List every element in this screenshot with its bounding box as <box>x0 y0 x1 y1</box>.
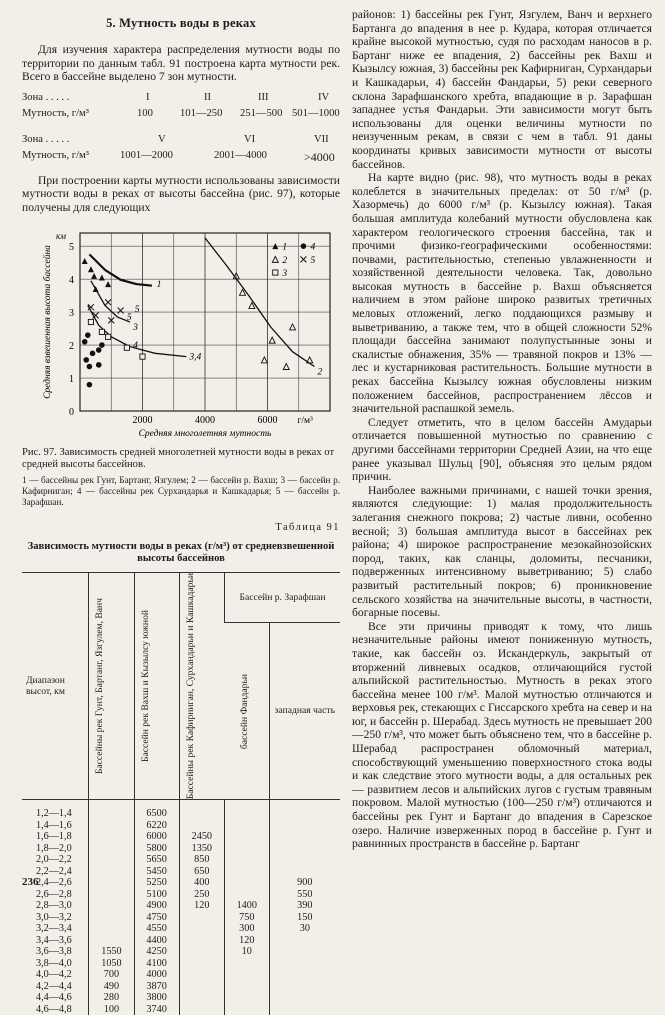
marker-open-triangle <box>272 256 278 262</box>
marker-filled-circle <box>99 342 105 348</box>
intro-paragraph: Для изучения характера распределения мутности воды по территории по данным табл. 91 построена карта мутности рек. Всего в бассейне выделено 7 зон мутности. <box>22 43 340 84</box>
zone-value: 1001—2000 <box>120 149 173 161</box>
turbidity-cell <box>89 831 134 843</box>
y-tick-label: 1 <box>69 373 74 385</box>
turbidity-cell: 900 <box>269 877 340 889</box>
turbidity-cell: 280 <box>89 992 134 1004</box>
y-axis-label: Средняя взвешенная высота бассейна <box>43 244 53 399</box>
zone-values-row-1 <box>22 108 340 124</box>
turbidity-cell <box>179 946 224 958</box>
turbidity-cell: 850 <box>179 854 224 866</box>
turbidity-cell <box>224 831 269 843</box>
turbidity-cell: 30 <box>269 923 340 935</box>
turbidity-cell: 120 <box>179 900 224 912</box>
table-title: Зависимость мутности воды в реках (г/м³) от средневзвешенной высоты бассейнов <box>27 540 335 565</box>
table-row <box>22 820 340 832</box>
turbidity-cell: 1400 <box>224 900 269 912</box>
table-row <box>22 969 340 981</box>
col-header-4: бассейн Фандарьи <box>238 673 250 749</box>
table-row <box>22 843 340 855</box>
zones-table <box>22 92 340 166</box>
curve-label: 5 <box>134 304 140 315</box>
zone-name: IV <box>318 91 330 103</box>
turbidity-cell: 4400 <box>134 935 179 947</box>
body-paragraph: районов: 1) бассейны рек Гунт, Язгулем, Ванч и верхнего Бартанга до впадения в нее р. Кудара, которая отличается крайне высокой мутностью, судя по расходам наносов в р. Бартанг ниже ее впадения, 2) бассейны рек Вахш и Кызылсу южная, 3) бассейны рек Кафирниган, Сурхандарьи и Кашкадарьи, 4) бассейн Фандарьи, 5) реки северного склона Зарафшанского хребта, впадающие в р. Зарафшан западнее устья Фандарьи. Эти зависимости могут быть использованы для оценки величины мутности по неизученным рекам, в связи с чем в табл. 91 даны координаты кривых зависимости мутности от высоты бассейнов. <box>352 8 652 171</box>
height-range-cell: 3,8—4,0 <box>36 957 72 969</box>
height-range-cell: 3,2—3,4 <box>36 923 72 935</box>
height-range-cell: 2,8—3,0 <box>36 900 72 912</box>
turbidity-cell: 1050 <box>89 958 134 970</box>
body-paragraph: Следует отметить, что в целом бассейн Амударьи отличается повышенной мутностью по сравнению с другими бассейнами территории Средней Азии, на что еще ранее указывал Шульц [90], объясняя это целым рядом причин. <box>352 415 652 484</box>
turbidity-cell: 400 <box>179 877 224 889</box>
turbidity-cell: 1550 <box>89 946 134 958</box>
marker-cross <box>300 256 306 262</box>
marker-filled-triangle <box>99 274 105 280</box>
table-row <box>22 992 340 1004</box>
height-range-cell: 2,2—2,4 <box>36 865 72 877</box>
turbidity-height-chart <box>22 221 340 443</box>
zone-label: Зона . . . . . <box>22 91 70 103</box>
turbidity-cell <box>224 808 269 820</box>
marker-open-square <box>273 270 278 275</box>
figure-note: 1 — бассейны рек Гунт, Бартанг, Язгулем; 2 — бассейн р. Вахш; 3 — бассейн р. Кафирниган; 4 — бассейны рек Сурхандарья и Кашкадарья; 5 — бассейн р. Зарафшан. <box>22 474 340 507</box>
height-range-cell: 2,6—2,8 <box>36 888 72 900</box>
turbidity-cell <box>89 843 134 855</box>
zone-names-row-1 <box>22 92 340 108</box>
zone-value: >4000 <box>304 149 335 164</box>
turbidity-cell: 1350 <box>179 843 224 855</box>
curve-label: 2 <box>317 367 323 378</box>
height-range-cell: 2,0—2,2 <box>36 854 72 866</box>
zone-name: II <box>204 91 212 103</box>
table-row <box>22 923 340 935</box>
marker-open-triangle <box>290 324 296 330</box>
table-body <box>22 800 340 1015</box>
body-paragraph: Наиболее важными причинами, с нашей точки зрения, являются следующие: 1) малая продолжительность залегания снежного покрова; 2) частые ливни, особенно весной; 3) большая амплитуда высот в бассейнах рек района; 4) широкое распространение мезокайнозойских пород, таких, как сланцы, доломиты, песчаники, подверженных интенсивному выветриванию; 5) слабо развитый растительный покров; 6) проникновение сельского хозяйства на значительные высоты, в частности, богарные посевы. <box>352 483 652 620</box>
col-header-range: Диапазон высот, км <box>26 674 65 698</box>
figure-97 <box>22 221 340 443</box>
turbidity-cell: 300 <box>224 923 269 935</box>
y-tick-label: 5 <box>69 241 74 253</box>
curve-label: 3 <box>133 322 138 333</box>
zone-name: VI <box>244 133 256 145</box>
marker-filled-triangle <box>88 266 94 272</box>
zone-name: VII <box>314 133 329 145</box>
turbidity-cell <box>224 969 269 981</box>
table-91 <box>22 572 340 1015</box>
col-header-zarafshan: Бассейн р. Зарафшан <box>224 572 340 622</box>
table-row <box>22 1004 340 1015</box>
figure-caption: Рис. 97. Зависимость средней многолетней мутности воды в реках от средней высоты бассейнов. <box>22 446 335 470</box>
chart-grid <box>80 233 330 411</box>
marker-filled-triangle <box>91 272 97 278</box>
curve-label: 1 <box>156 279 162 290</box>
marker-filled-circle <box>87 381 93 387</box>
turbidity-cell <box>269 935 340 947</box>
height-range-cell: 3,4—3,6 <box>36 934 72 946</box>
turbidity-cell: 100 <box>89 1004 134 1015</box>
turbidity-cell <box>224 820 269 832</box>
turbidity-cell <box>179 969 224 981</box>
section-title: 5. Мутность воды в реках <box>106 16 256 30</box>
x-tick-label: 4000 <box>195 414 215 426</box>
turbidity-label: Мутность, г/м³ <box>22 149 89 161</box>
curve-label: 4 <box>133 340 138 351</box>
marker-filled-circle <box>85 332 91 338</box>
marker-filled-circle <box>87 363 93 369</box>
table-label: Таблица 91 <box>275 521 340 533</box>
marker-filled-triangle <box>105 281 111 287</box>
turbidity-cell <box>179 935 224 947</box>
turbidity-cell <box>224 854 269 866</box>
zone-name: V <box>158 133 166 145</box>
turbidity-cell <box>179 1004 224 1015</box>
turbidity-cell <box>89 866 134 878</box>
turbidity-cell: 3870 <box>134 981 179 993</box>
height-range-cell: 3,6—3,8 <box>36 946 72 958</box>
turbidity-cell <box>269 831 340 843</box>
x-tick-label: 6000 <box>257 414 278 426</box>
chart-intro-paragraph: При построении карты мутности использованы зависимости мутности воды в реках от высоты бассейна (рис. 97), которые получены для следующих <box>22 173 340 214</box>
marker-open-square <box>106 334 111 339</box>
turbidity-cell: 4250 <box>134 946 179 958</box>
table-row <box>22 958 340 970</box>
turbidity-cell: 4900 <box>134 900 179 912</box>
legend-label: 5 <box>310 255 316 266</box>
turbidity-cell <box>179 958 224 970</box>
turbidity-cell: 4550 <box>134 923 179 935</box>
turbidity-cell: 3800 <box>134 992 179 1004</box>
turbidity-cell <box>269 854 340 866</box>
chart-curves <box>88 237 315 366</box>
turbidity-cell <box>269 1004 340 1015</box>
turbidity-cell: 6500 <box>134 808 179 820</box>
marker-open-square <box>88 319 93 324</box>
y-tick-label: 4 <box>69 274 74 286</box>
y-tick-label: 2 <box>69 340 74 352</box>
legend-label: 1 <box>282 242 288 253</box>
turbidity-cell: 5450 <box>134 866 179 878</box>
marker-filled-circle <box>96 362 102 368</box>
turbidity-cell: 4000 <box>134 969 179 981</box>
turbidity-cell <box>179 992 224 1004</box>
col-header-5: западная часть <box>269 622 340 799</box>
turbidity-cell: 250 <box>179 889 224 901</box>
marker-filled-triangle <box>82 258 88 264</box>
marker-filled-circle <box>96 347 102 353</box>
legend-label: 4 <box>310 242 316 253</box>
table-row <box>22 877 340 889</box>
turbidity-cell: 4100 <box>134 958 179 970</box>
turbidity-cell: 750 <box>224 912 269 924</box>
turbidity-cell <box>89 854 134 866</box>
turbidity-cell <box>89 877 134 889</box>
turbidity-cell <box>269 946 340 958</box>
turbidity-cell <box>269 820 340 832</box>
marker-filled-circle <box>83 357 89 363</box>
turbidity-cell: 550 <box>269 889 340 901</box>
turbidity-cell <box>269 808 340 820</box>
turbidity-cell: 5250 <box>134 877 179 889</box>
marker-cross <box>105 299 111 305</box>
turbidity-cell <box>179 923 224 935</box>
marker-open-triangle <box>269 337 275 343</box>
turbidity-cell: 490 <box>89 981 134 993</box>
left-column <box>22 10 340 1015</box>
turbidity-cell <box>224 1004 269 1015</box>
turbidity-cell <box>89 820 134 832</box>
table-row <box>22 946 340 958</box>
turbidity-cell: 120 <box>224 935 269 947</box>
table-row <box>22 935 340 947</box>
table-row <box>22 831 340 843</box>
turbidity-cell <box>89 900 134 912</box>
marker-open-square <box>99 329 104 334</box>
height-range-cell: 4,2—4,4 <box>36 980 72 992</box>
page-number: 236 <box>22 876 39 888</box>
marker-filled-circle <box>82 339 88 345</box>
height-range-cell: 1,2—1,4 <box>36 808 72 820</box>
turbidity-label: Мутность, г/м³ <box>22 107 89 119</box>
zone-value: 251—500 <box>240 107 283 119</box>
turbidity-cell: 650 <box>179 866 224 878</box>
turbidity-cell: 5650 <box>134 854 179 866</box>
turbidity-cell <box>89 912 134 924</box>
x-axis-label: Средняя многолетняя мутность <box>138 428 272 439</box>
height-range-cell: 1,6—1,8 <box>36 831 72 843</box>
col-header-3: Бассейны рек Кафирниган, Сурхандарьи и Кашкадарьи <box>179 572 224 799</box>
height-range-cell: 1,8—2,0 <box>36 842 72 854</box>
turbidity-cell <box>179 981 224 993</box>
turbidity-cell <box>89 935 134 947</box>
turbidity-cell: 390 <box>269 900 340 912</box>
zone-values-row-2 <box>22 150 340 166</box>
turbidity-cell <box>224 843 269 855</box>
zone-value: 100 <box>137 107 153 119</box>
turbidity-cell: 6220 <box>134 820 179 832</box>
turbidity-cell <box>224 889 269 901</box>
marker-filled-circle <box>301 243 307 249</box>
turbidity-cell: 5800 <box>134 843 179 855</box>
x-unit-label: г/м³ <box>297 415 313 426</box>
turbidity-cell <box>269 958 340 970</box>
y-tick-label: 3 <box>69 307 74 319</box>
turbidity-cell <box>269 969 340 981</box>
height-range-cell: 4,6—4,8 <box>36 1003 72 1015</box>
y-tick-label: 0 <box>69 406 74 418</box>
turbidity-cell: 700 <box>89 969 134 981</box>
height-range-cell: 4,0—4,2 <box>36 969 72 981</box>
right-column <box>352 8 652 851</box>
marker-open-triangle <box>283 363 289 369</box>
height-range-cell: 4,4—4,6 <box>36 992 72 1004</box>
curve-2 <box>205 237 314 366</box>
table-row <box>22 900 340 912</box>
turbidity-cell <box>224 992 269 1004</box>
turbidity-cell <box>179 912 224 924</box>
table-row <box>22 981 340 993</box>
marker-cross <box>118 307 124 313</box>
turbidity-cell <box>269 992 340 1004</box>
zone-value: 2001—4000 <box>214 149 267 161</box>
height-range-cell: 3,0—3,2 <box>36 911 72 923</box>
table-row <box>22 866 340 878</box>
zone-value: 101—250 <box>180 107 223 119</box>
turbidity-cell <box>269 981 340 993</box>
turbidity-cell: 6000 <box>134 831 179 843</box>
turbidity-cell <box>179 820 224 832</box>
body-paragraph: На карте видно (рис. 98), что мутность воды в реках колеблется в значительных пределах: от 50 г/м³ (р. Хазормечь) до 6000 г/м³ (р. Кызылсу южная). Такая большая амплитуда колебаний мутности обусловлена как характером геологического строения бассейна, так и прочими физико-географическими особенностями: почвами, растительностью, степенью увлажненности и хозяйственной деятельности человека. Так, довольно высокая мутность в бассейне р. Вахш объясняется наличием в этом районе широко развитых третичных меловых отложений, легко поддающихся размыву и выветриванию, а также тем, что в общей сложности 52% площади бассейна занимают полупустынные зоны и скалистые обнажения, 35% — травяной покров и 13% — лес и кустарниковая растительность. Большие мутности в реках бассейна Кызылсу южная обусловлены низким положением бассейнов, распространением лёссов и значительной распашкой земель. <box>352 171 652 416</box>
zone-name: III <box>258 91 269 103</box>
body-paragraph: Все эти причины приводят к тому, что лишь незначительные районы имеют пониженную мутность, такие, как бассейн оз. Искандеркуль, закрытый от вторжений ливневых осадков, отличающийся густой альпийской растительностью. Мутность в реках этого бассейна менее 100 г/м³. Малой мутностью отличаются и верховья рек, стекающих с Гиссарского хребта на север и на юг, и бассейн р. Шерабад. Здесь мутность не превышает 200—250 г/м³, что может быть объяснено тем, что в бассейне р. Шерабад распространен обломочный материал, способствующий уменьшению поверхностного стока воды и как следствие этого мутности воды, а для остальных рек — развитием лесов и альпийских лугов с густым травяным покровом. Малой мутностью (100—250 г/м³) отличаются и бассейны рек Гунт и Бартанг до впадения в Сарезское озеро. Наличие изверженных пород в бассейне р. Гунт и равнинных пространств в бассейне р. Бартанг <box>352 619 652 851</box>
marker-open-triangle <box>307 356 313 362</box>
turbidity-cell <box>269 843 340 855</box>
curve-label: 5 <box>126 312 132 323</box>
chart-legend <box>272 242 315 278</box>
legend-label: 2 <box>282 255 288 266</box>
y-unit-label: км <box>56 230 66 241</box>
marker-open-triangle <box>261 356 267 362</box>
turbidity-cell: 2450 <box>179 831 224 843</box>
marker-filled-triangle <box>93 286 99 292</box>
zone-value: 501—1000 <box>292 107 340 119</box>
marker-filled-circle <box>90 350 96 356</box>
turbidity-cell <box>224 877 269 889</box>
zone-name: I <box>146 91 150 103</box>
legend-label: 3 <box>282 268 288 279</box>
table-row <box>22 912 340 924</box>
turbidity-cell: 3740 <box>134 1004 179 1015</box>
turbidity-cell: 4750 <box>134 912 179 924</box>
col-header-2: Бассейн рек Вахш и Кызылсу южной <box>134 572 179 799</box>
zone-label: Зона . . . . . <box>22 133 70 145</box>
turbidity-cell <box>224 981 269 993</box>
turbidity-cell <box>224 958 269 970</box>
turbidity-cell <box>269 866 340 878</box>
marker-open-square <box>140 354 145 359</box>
zone-names-row-2 <box>22 134 340 150</box>
height-range-cell: 2,4—2,6 <box>36 877 72 889</box>
turbidity-cell <box>179 808 224 820</box>
marker-open-square <box>124 345 129 350</box>
table-row <box>22 854 340 866</box>
x-tick-label: 2000 <box>132 414 153 426</box>
turbidity-cell <box>224 866 269 878</box>
table-row <box>22 808 340 820</box>
table-row <box>22 889 340 901</box>
turbidity-cell: 5100 <box>134 889 179 901</box>
turbidity-cell: 10 <box>224 946 269 958</box>
height-range-cell: 1,4—1,6 <box>36 819 72 831</box>
turbidity-cell: 150 <box>269 912 340 924</box>
turbidity-cell <box>89 923 134 935</box>
col-header-1: Бассейны рек Гунт, Бартанг, Язгулем, Ванч <box>89 572 134 799</box>
curve-label: 3,4 <box>189 352 202 363</box>
turbidity-cell <box>89 808 134 820</box>
turbidity-cell <box>89 889 134 901</box>
